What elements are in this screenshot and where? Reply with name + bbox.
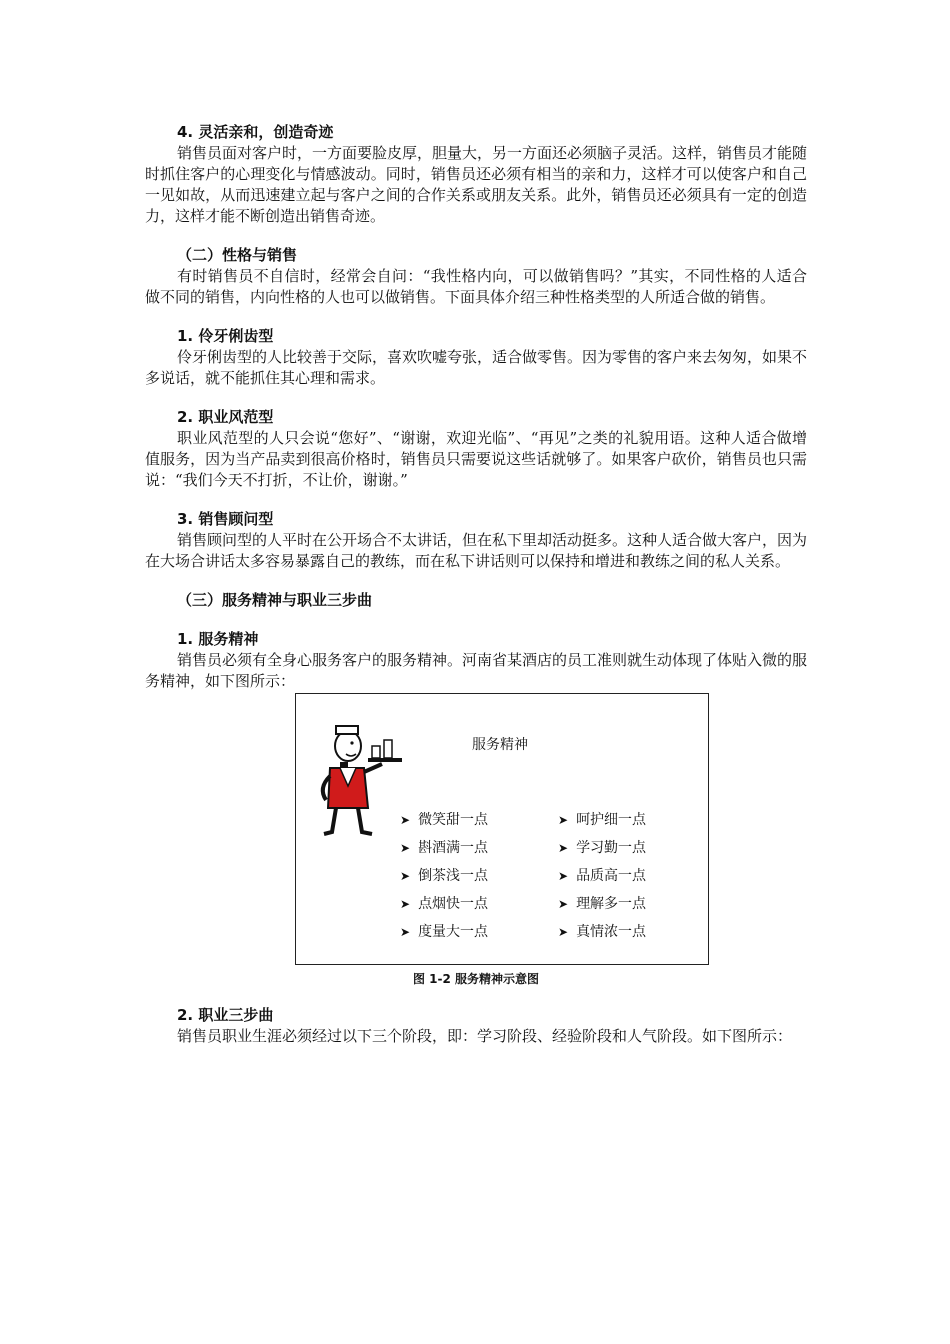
waiter-illustration	[310, 716, 410, 836]
section-heading: 1. 伶牙俐齿型	[177, 327, 274, 345]
figure-title: 服务精神	[472, 737, 528, 753]
paragraph: 销售顾问型的人平时在公开场合不太讲话，但在私下里却活动挺多。这种人适合做大客户，因为在大场合讲话太多容易暴露自己的教练，而在私下讲话则可以保持和增进和教练之间的私人关系。	[145, 531, 808, 570]
arrow-icon: ➤	[558, 869, 569, 883]
paragraph: 职业风范型的人只会说“您好”、“谢谢，欢迎光临”、“再见”之类的礼貌用语。这种人适合做增值服务，因为当产品卖到很高价格时，销售员只需要说这些话就够了。如果客户砍价，销售员也只需说：“我们今天不打折，不让价，谢谢。”	[145, 429, 807, 489]
service-spirit-figure	[295, 693, 709, 965]
arrow-icon: ➤	[400, 869, 411, 883]
section-heading: 1. 服务精神	[177, 630, 259, 648]
list-item: ➤ 点烟快一点	[400, 896, 489, 912]
arrow-icon: ➤	[400, 841, 411, 855]
section-heading: （三）服务精神与职业三步曲	[177, 591, 373, 609]
paragraph: 有时销售员不自信时，经常会自问：“我性格内向，可以做销售吗？”其实，不同性格的人适合做不同的销售，内向性格的人也可以做销售。下面具体介绍三种性格类型的人所适合做的销售。	[145, 267, 807, 306]
paragraph: 销售员面对客户时，一方面要脸皮厚，胆量大，另一方面还必须脑子灵活。这样，销售员才能随时抓住客户的心理变化与情感波动。同时，销售员还必须有相当的亲和力，这样才可以使客户和自己一见如故，从而迅速建立起与客户之间的合作关系或朋友关系。此外，销售员还必须具有一定的创造力，这样才能不断创造出销售奇迹。	[145, 144, 808, 225]
section-heading: （二）性格与销售	[177, 246, 298, 264]
arrow-icon: ➤	[558, 841, 569, 855]
list-item: ➤ 微笑甜一点	[400, 812, 489, 828]
section-heading: 3. 销售顾问型	[177, 510, 274, 528]
list-item: ➤ 呵护细一点	[558, 812, 647, 828]
list-item: ➤ 学习勤一点	[558, 840, 647, 856]
arrow-icon: ➤	[558, 925, 569, 939]
document-page	[145, 122, 807, 1047]
arrow-icon: ➤	[558, 897, 569, 911]
section-heading: 2. 职业风范型	[177, 408, 274, 426]
arrow-icon: ➤	[558, 813, 569, 827]
paragraph: 伶牙俐齿型的人比较善于交际，喜欢吹嘘夸张，适合做零售。因为零售的客户来去匆匆，如果不多说话，就不能抓住其心理和需求。	[145, 348, 808, 387]
section-heading: 4. 灵活亲和，创造奇迹	[177, 123, 334, 141]
list-item: ➤ 度量大一点	[400, 924, 489, 940]
figure-caption: 图 1-2 服务精神示意图	[412, 972, 540, 986]
list-item: ➤ 理解多一点	[558, 896, 647, 912]
arrow-icon: ➤	[400, 897, 411, 911]
list-item: ➤ 品质高一点	[558, 868, 647, 884]
arrow-icon: ➤	[400, 813, 411, 827]
arrow-icon: ➤	[400, 925, 411, 939]
paragraph: 销售员职业生涯必须经过以下三个阶段，即：学习阶段、经验阶段和人气阶段。如下图所示：	[177, 1027, 793, 1045]
section-heading: 2. 职业三步曲	[177, 1006, 274, 1024]
list-item: ➤ 斟酒满一点	[400, 840, 489, 856]
paragraph: 销售员必须有全身心服务客户的服务精神。河南省某酒店的员工准则就生动体现了体贴入微的服务精神，如下图所示：	[145, 651, 808, 690]
list-item: ➤ 倒茶浅一点	[400, 868, 489, 884]
list-item: ➤ 真情浓一点	[558, 924, 647, 940]
